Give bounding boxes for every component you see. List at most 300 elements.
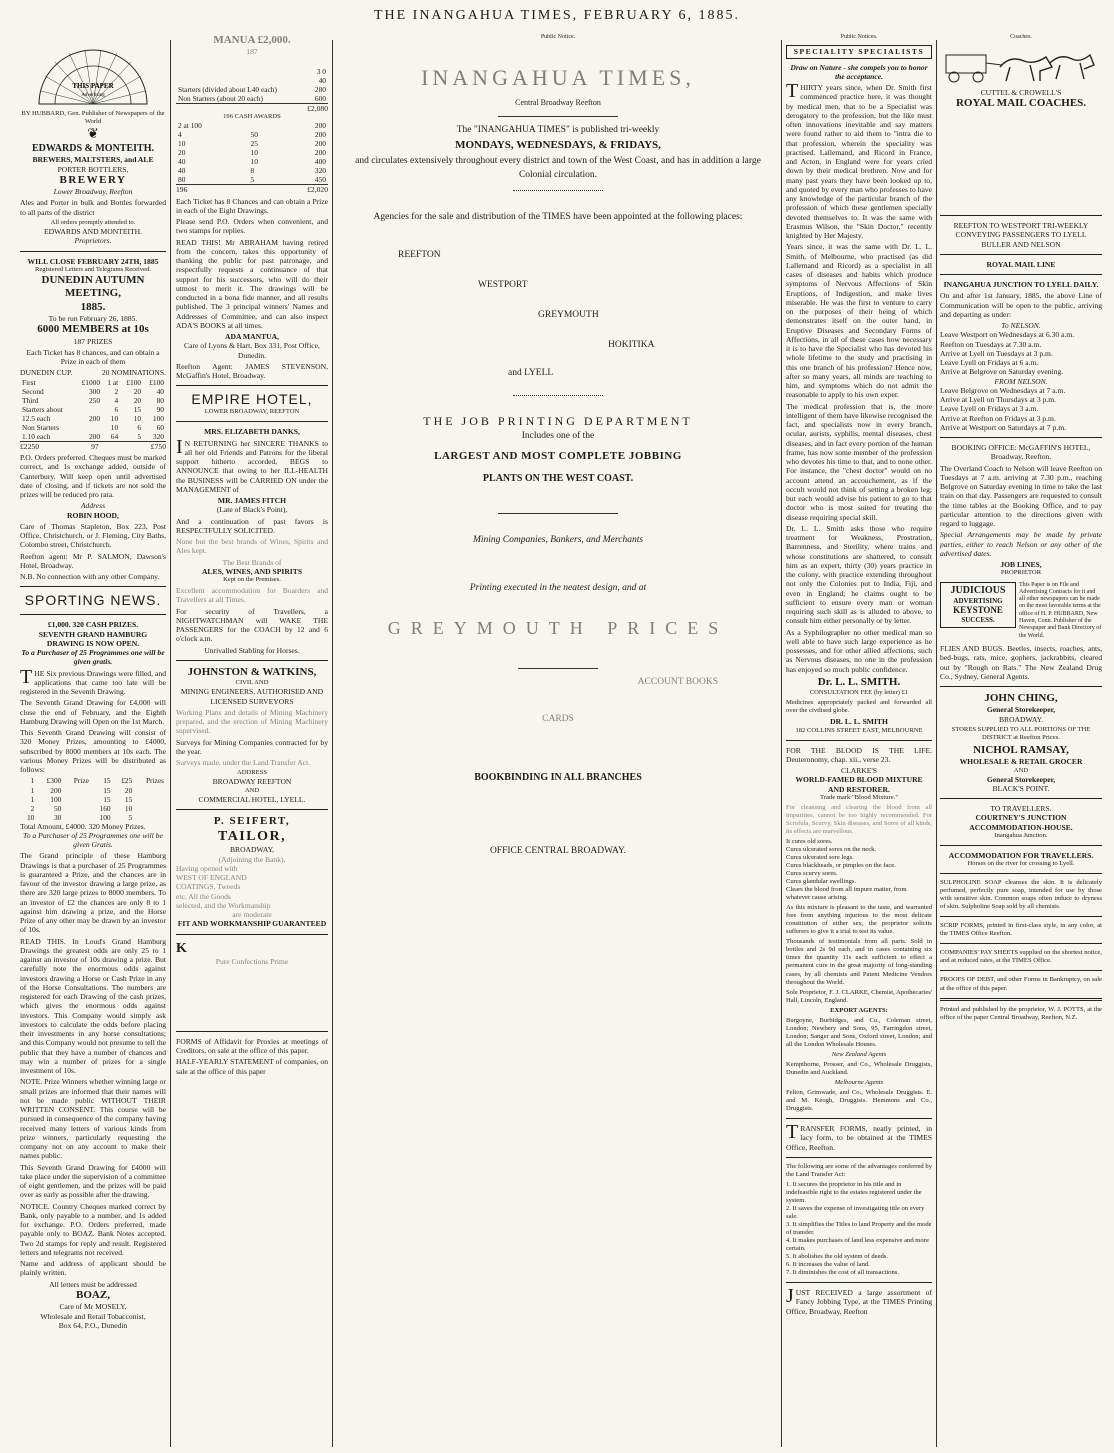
wholesale: WHOLESALE & RETAIL GROCER: [959, 757, 1083, 767]
list-item: 5. It abolishes the old system of deeds.: [786, 1253, 889, 1261]
table-cell: 200: [314, 130, 326, 140]
table-cell: [278, 139, 288, 148]
table-cell: 1: [30, 794, 35, 804]
table-cell: 80: [178, 175, 186, 185]
hamburg-p7: NOTE. Prize Winners whether winning large or small prizes are informed that their names will not be made public WITHOUT THEIR WRITTEN CONSENT. This course will be pursued in consequence of the company having received many letters of various kinds from prize winners, particularly requesting the company not on any account to make their names public.: [20, 1077, 166, 1161]
keystone: KEYSTONE: [953, 605, 1003, 616]
broadway2: BROADWAY,: [229, 845, 275, 855]
includes: Includes one of the: [521, 431, 595, 442]
table-cell: [134, 804, 166, 813]
list-item: Arrive at Lyell on Thursdays at 3 p.m.: [940, 395, 1057, 405]
k-title: K: [176, 940, 188, 956]
spec-sub: Draw on Nature - she compels you to honor the acceptance.: [790, 62, 928, 81]
hamburg-p10: Name and address of applicant should be plainly written.: [20, 1259, 166, 1278]
table-cell: 40: [178, 166, 186, 176]
stores: STORES SUPPLIED TO ALL PORTIONS OF THE DISTRICT at Reefton Prices.: [951, 725, 1091, 741]
table-cell: 64: [110, 431, 119, 441]
table-cell: 30: [53, 812, 62, 822]
table-cell: [278, 166, 288, 175]
table-cell: 100: [152, 413, 164, 423]
table-cell: 200: [314, 121, 326, 131]
table-cell: 10: [124, 803, 133, 813]
table-cell: 160: [99, 803, 111, 813]
coach: For security of Travellers, a NIGHTWATCHMAN will WAKE THE PASSENGERS for the COACH by 12 and 6 o'clock a.m.: [176, 606, 328, 644]
table-row: [20, 423, 166, 432]
empire-hotel-title: EMPIRE HOTEL,: [191, 391, 313, 408]
table-cell: 100: [50, 794, 62, 804]
column-heading: Public Notice.: [540, 34, 576, 40]
table-cell: £1000: [81, 377, 101, 387]
table-row: [20, 795, 166, 804]
column-1: [20, 34, 166, 1447]
printing: Printing executed in the neatest design, and at: [469, 582, 647, 593]
tailor-p: Having opened with: [176, 863, 238, 873]
close-title: WILL CLOSE FEBRUARY 24TH, 1885: [27, 256, 159, 266]
table-cell: Prize: [73, 776, 89, 786]
dunedin-year: 1885.: [80, 300, 106, 313]
reefton-to: REEFTON TO WESTPORT TRI-WEEKLY CONVEYING PASSENGERS TO LYELL BULLER AND NELSON: [953, 221, 1089, 249]
hamburg-p3: This Seventh Grand Drawing will consist of 320 Money Prizes, amounting to £4000, subscribed by 8000 members at 10s each. The various Money Prizes will be distributed as follows:: [20, 728, 166, 775]
edwards-address: Lower Broadway, Reefton: [53, 187, 133, 197]
table-row: [176, 148, 328, 157]
keystone-badge: [940, 582, 1016, 628]
table-cell: [176, 76, 300, 85]
prize-total: £2250: [20, 441, 39, 451]
list-item: Clears the blood from all impure matter, from whatever cause arising.: [786, 886, 907, 902]
gen-store: General Storekeeper,: [986, 705, 1056, 715]
spec-p4: Dr. L. L. Smith asks those who require treatment for Weakness, Prostration, Barrenness, and Sterility, where trains and whose constitutions are shattered, to consult him as an expert, thirty (30) years practice in the colony, with practice extending throughout not only the Colonies put to India, Fiji, and even in England; he claims ought to be sufficient to ensure every man or woman requiring such skill as is alluded to above, to consult him either personally or by letter.: [786, 523, 932, 626]
mining-companies: Mining Companies, Bankers, and Merchants: [472, 535, 644, 546]
table-cell: 2: [30, 803, 35, 813]
place: GREYMOUTH: [538, 309, 599, 320]
plants: PLANTS ON THE WEST COAST.: [482, 473, 634, 485]
and: AND: [1013, 766, 1029, 774]
po-orders: P.O. Orders preferred. Cheques must be marked correct, and 1s exchange added, outside of Canterbury. Will keep open until advertised date of closing, and if tickets are not sold the prizes will be reduced pro rata.: [20, 453, 166, 500]
danks-p: IN RETURNING her SINCERE THANKS to all her old Friends and Patrons for the liberal support hitherto accorded, BEGS to ANNOUNCE that owing to her ILL-HEALTH the BUSINESS will be CARRIED ON under the MANAGEMENT of: [176, 435, 328, 494]
column-3: [338, 34, 778, 1447]
table-cell: [249, 121, 279, 130]
table-cell: 10: [250, 157, 258, 167]
colonial: Colonial circulation.: [518, 170, 598, 181]
export-p: Burgoyne, Burbidges, and Co., Coleman street, London; Newbery and Sons, 95, Farringdon street, London; Sanger and Sons, Oxford street, London; and all the London Wholesale Houses.: [786, 1016, 932, 1048]
chances: Each Ticket has 8 Chances and can obtain a Prize in each of the Eight Drawings.: [176, 196, 328, 215]
table-cell: 1: [30, 776, 35, 786]
cash-title: 196 CASH AWARDS: [223, 113, 281, 121]
table-row: [20, 387, 166, 396]
from-nelson: FROM NELSON.: [994, 376, 1048, 386]
top-total: £2,080: [176, 103, 328, 113]
list-item: Cures blackheads, or pimples on the face.: [786, 862, 896, 870]
robin-address: Care of Thomas Stapleton, Box 223, Post Office, Christchurch, or J. Fleming, City Baths, Colombo street, Christchurch.: [20, 521, 166, 550]
place: REEFTON: [398, 249, 441, 260]
ada-mantua-title: MANUA £2,000.: [213, 34, 291, 46]
to-nelson: To NELSON.: [1001, 321, 1041, 331]
table-cell: Non Starters (about 20 each): [178, 93, 263, 103]
prize-note: Each Ticket has 8 chances, and can obtain a Prize in each of them: [26, 347, 160, 367]
table-cell: [63, 804, 91, 813]
edwards-sign: EDWARDS AND MONTEITH.: [43, 227, 143, 237]
lyell: Horses on the river for crossing to Lyell.: [967, 860, 1075, 868]
table-cell: 6: [137, 422, 142, 432]
blood-p1: For cleansing and clearing the blood from all impurities, cannot be too highly recommended. For Scrofula, Scurvy, Skin diseases, and Sores of all kinds, its effects are marvellous.: [786, 803, 932, 835]
list-item: Reefton on Tuesdays at 7.30 a.m.: [940, 339, 1042, 349]
hamburg-addr: All letters must be addressed: [49, 1279, 137, 1289]
list-item: Leave Lyell on Fridays at 6 a.m.: [940, 358, 1039, 368]
prize-table: [20, 378, 166, 441]
boaz-addr: Box 64, P.O., Dunedin: [58, 1320, 128, 1330]
hamburg-purchaser: To a Purchaser of 25 Programmes one will be given gratis.: [21, 648, 165, 667]
nz-p: Kempthorne, Prosser, and Co., Wholesale Druggists, Dunedin and Auckland.: [786, 1060, 932, 1076]
booking: BOOKING OFFICE: McGAFFIN'S HOTEL,: [951, 443, 1091, 453]
table-cell: 15: [133, 404, 142, 414]
adjoining: (Adjoining the Bank),: [218, 854, 286, 864]
table-cell: [176, 67, 300, 76]
top-table: [176, 67, 328, 103]
read-this: READ THIS! Mr ABRAHAM having retired from the concern, takes this opportunity of thanking the public for past patronage, and respectfully requests a continuance of that support for his successors, who will do their utmost to merit it. The drawings will be conducted in a bona fide manner, and all results published. The 3 principal winners' Names and Addresses of Committee, and can also inspect ADA'S BOOKS at all times.: [176, 237, 328, 330]
table-cell: 200: [88, 413, 101, 423]
clarke: CLARKE'S: [841, 766, 877, 776]
schedule-to-nelson: [940, 330, 1102, 376]
prize-total: 97: [91, 441, 99, 451]
table-cell: 320: [314, 166, 326, 176]
spec-title: SPECIALITY SPECIALISTS: [786, 45, 932, 58]
blacks-point: BLACK'S POINT.: [992, 783, 1050, 793]
sulpholine: SULPHOLINE SOAP cleanses the skin. It is delicately perfumed, perfectly pure soap, intended for use by those with sensitive skin. Common soaps often induce to dryness of skin. Sulpholine Soap sold by all chemists.: [940, 879, 1102, 911]
table-cell: 5: [137, 431, 142, 441]
edwards-brewery: BREWERY: [59, 173, 127, 186]
royal-arms-icon: ❦: [87, 127, 99, 143]
table-cell: [134, 786, 166, 795]
table-cell: £300: [46, 776, 62, 786]
on-and-after: On and after 1st January, 1885, the above Line of Communication will be open to the public, arriving and departing as under:: [940, 291, 1102, 319]
spec-p3: The medical profession that is, the more intelligent of them have likewise recognised the fact, and specialists now in every branch, ocular, aurists, syphilis, mental diseases, chest diseases, and in fact every portion of the human frame, has now some member of the profession who devotes his time to that, and to none other. For instance, the "chest doctor" would on no account attend an accouchement, as if the occult would not think of setting a broken leg; but each would advise his patient to go to that doctor who is most suited for treating the disease requiring special skill.: [786, 401, 932, 522]
table-cell: 40: [156, 386, 164, 396]
table-cell: 5: [250, 175, 255, 185]
edwards-body: Ales and Porter in bulk and Bottles forwarded to all parts of the district: [20, 198, 166, 217]
booking-addr: Broadway, Reefton.: [990, 452, 1052, 462]
table-cell: 100: [99, 812, 111, 822]
boaz: BOAZ,: [76, 1288, 110, 1301]
list-item: Cures ulcerated sores on the neck.: [786, 846, 877, 854]
seifert: P. SEIFERT,: [213, 814, 291, 827]
broadway: BROADWAY REEFTON: [212, 777, 292, 787]
to-travellers: TO TRAVELLERS.: [990, 804, 1052, 814]
edwards-line: BREWERS, MALTSTERS, and ALE: [32, 155, 154, 165]
schedule-from-nelson: [940, 386, 1102, 432]
table-cell: 15: [124, 794, 133, 804]
coach-co: CUTTEL & CROWELL'S: [980, 87, 1062, 97]
hamburg-p5: The Grand principle of these Hamburg Drawings is that a purchaser of 25 Programmes is guaranteed a Prize, and the chances are in favour of the investor drawing a large prize, as there are 320 large prizes to 8000 members. To an investor of £2 the chances are only 8 to 1 against him drawing a prize, and the Horse Prize of any other may be drawn by an investor of 10s.: [20, 851, 166, 935]
table-cell: 20: [178, 148, 186, 158]
hamburg-p4: To a Purchaser of 25 Programmes one will be given Gratis.: [23, 830, 163, 850]
table-cell: Third: [22, 395, 39, 405]
table-row: [176, 121, 328, 130]
table-cell: 3 0: [316, 66, 326, 76]
fan-note: Advertising: [81, 93, 105, 98]
hamburg-p8: This Seventh Grand Drawing for £4000 will take place under the supervision of a committee of eight gentlemen, and the prizes will be paid over as early as possible after the drawing.: [20, 1162, 166, 1200]
table-cell: [75, 405, 102, 414]
list-item: Leave Belgrove on Wednesdays at 7 a.m.: [940, 385, 1066, 395]
table-cell: 10: [110, 422, 119, 432]
table-row: [20, 405, 166, 414]
nichol-ramsay: NICHOL RAMSAY,: [973, 743, 1069, 756]
table-cell: 280: [314, 84, 326, 94]
companies: COMPANIES' PAY SHEETS supplied on the shortest notice, and at reduced rates, at the TIMES Office.: [940, 949, 1102, 965]
cash-total: 196: [176, 185, 188, 195]
column-4: [786, 34, 932, 1447]
smith2: DR. L. L. SMITH: [830, 717, 888, 727]
list-item: Cures scurvy sores.: [786, 870, 838, 878]
list-item: Arrive at Westport on Saturdays at 7 p.m.: [940, 422, 1066, 432]
table-cell: First: [22, 377, 36, 387]
list-item: 2. It saves the expense of investigating title on every sale.: [786, 1204, 925, 1220]
just-received: JUST RECEIVED a large assortment of Fancy Jobbing Type, at the TIMES Printing Office, Broadway, Reefton: [786, 1285, 932, 1316]
smith: Dr. L. L. SMITH.: [817, 675, 901, 688]
table-cell: Starters about: [22, 404, 63, 414]
success: SUCCESS.: [961, 616, 995, 625]
inangahua-lyell: INANGAHUA JUNCTION TO LYELL DAILY.: [943, 280, 1099, 290]
table-cell: 250: [88, 395, 101, 405]
hamburg-title: SEVENTH GRAND HAMBURG DRAWING IS NOW OPEN.: [38, 629, 148, 648]
fan-title: THIS PAPER: [72, 82, 114, 90]
days: MONDAYS, WEDNESDAYS, & FRIDAYS,: [455, 139, 661, 152]
table-cell: 12.5 each: [22, 413, 51, 423]
fitch-p: And a continuation of past favors is RESPECTFULLY SOLICITED.: [176, 516, 328, 535]
table-cell: 90: [156, 404, 164, 414]
coach-horses-image: [940, 45, 1100, 85]
hamburg-p6: READ THIS. In Loud's Grand Hamburg Drawings the greatest odds are only 25 to 1 against an investor of 10s drawing a prize. But carefully note the enormous odds against investors drawing a Horse or Cash Prize in any of the Horse Consultations. The numbers are registered for each Drawing of the cash prizes, which gives the enormous odds against investors. This Company would simply ask investors to calculate the odds before placing their investments in any horse consultations; and this Company would not presume to tell the public that they have a number of chances and may win a number of prizes for a single investment of 10s.: [20, 936, 166, 1076]
ales: ALES, WINES, AND SPIRITS: [201, 566, 303, 576]
hamburg-table: [20, 776, 166, 821]
scrip-forms: SCRIP FORMS, printed in first-class style, in any color, at the TIMES Office Reefton.: [940, 922, 1102, 938]
list-item: Leave Westport on Wednesdays at 6.30 a.m.: [940, 330, 1075, 340]
travellers: Excellent accommodation for Boarders and Travellers at all Times.: [176, 586, 328, 605]
cash-total: £2,020: [307, 185, 328, 195]
table-cell: 25: [250, 139, 258, 149]
fit: FIT AND WORKMANSHIP GUARANTEED: [177, 919, 327, 929]
place: WESTPORT: [478, 279, 528, 290]
edwards-title: EDWARDS & MONTEITH.: [32, 143, 154, 155]
table-row: [176, 139, 328, 148]
following: The following are some of the advantages conferred by the Land Transfer Act:: [786, 1162, 932, 1178]
table-cell: 40: [318, 75, 326, 85]
masthead: THE INANGAHUA TIMES, FEBRUARY 6, 1885.: [373, 8, 741, 23]
table-cell: 20: [124, 785, 133, 795]
proprietor: PROPRIETOR: [1000, 569, 1042, 577]
tailor-p: COATINGS, Tweeds: [176, 882, 241, 892]
table-cell: 400: [314, 157, 326, 167]
surveys: Surveys for Mining Companies contracted for by the year.: [176, 737, 328, 756]
ada-agent: Reefton Agent: JAMES STEVENSON, McGaffin's Hotel, Broadway.: [176, 361, 328, 381]
fitch: MR. JAMES FITCH: [217, 496, 287, 506]
fee2: Medicines appropriately packed and forwarded all over the civilised globe.: [786, 699, 932, 715]
overland: The Overland Coach to Nelson will leave Reefton on Tuesdays at 7 a.m. arriving at 7.30 p.m., reaching Belgrove on Saturday evening in time to take the last train on that day. Passengers are requested to consult the time tables at the Booking Office, and to pay particular attention to the directions given with regard to luggage.: [940, 463, 1102, 529]
danks: MRS. ELIZABETH DANKS,: [204, 427, 300, 437]
judicious: JUDICIOUS: [950, 584, 1006, 596]
johnston-watkins: JOHNSTON & WATKINS,: [187, 665, 317, 678]
robin-nb: N.B. No connection with any other Company.: [20, 572, 160, 582]
jobbing-title: THE JOB PRINTING DEPARTMENT: [423, 413, 693, 428]
gen-store2: General Storekeeper,: [986, 774, 1056, 784]
table-row: [20, 813, 166, 822]
empire-address: LOWER BROADWAY, REEFTON: [204, 408, 300, 416]
none-but: None but the best brands of Wines, Spirits and Ales kept.: [176, 537, 328, 556]
hamburg-p9: NOTICE. Country Cheques marked correct by Bank, only payable to a number, and 1s added for exchange. P.O. Orders preferred, made payable only to BOAZ. Bank Notes accepted. Two 2d stamps for reply and result. Registered letters and telegrams not received.: [20, 1201, 166, 1257]
table-cell: 80: [156, 395, 164, 405]
agencies: Agencies for the sale and distribution of the TIMES have been appointed at the following places:: [373, 212, 743, 223]
forms-a: FORMS of Affidavit for Proxies at meetings of Creditors, on sale at the office of this paper.: [176, 1036, 328, 1056]
tailor-p: etc. All the Goods: [176, 891, 231, 901]
following-list: [786, 1181, 932, 1277]
office-footer: OFFICE CENTRAL BROADWAY.: [489, 845, 627, 856]
circulates: and circulates extensively throughout every district and town of the West Coast, and has in addition a large: [355, 155, 761, 166]
table-cell: 450: [314, 175, 326, 185]
table-cell: 20: [133, 395, 142, 405]
table-cell: £25: [121, 776, 133, 786]
table-cell: £100: [149, 377, 164, 387]
times-title: INANGAHUA TIMES,: [421, 65, 695, 91]
table-row: [176, 130, 328, 139]
nz-agents: New Zealand Agents: [831, 1050, 887, 1058]
broadway: BROADWAY.: [998, 714, 1044, 724]
tailor-p: WEST OF ENGLAND: [176, 873, 247, 883]
boaz-addr: Care of Mr MOSELY,: [59, 1302, 127, 1312]
mixture: WORLD-FAMED BLOOD MIXTURE: [795, 775, 923, 785]
robin-hood: ROBIN HOOD,: [67, 510, 119, 520]
table-row: [20, 776, 166, 785]
table-row: [20, 378, 166, 387]
k-sub: Pure Confections Prime: [215, 956, 289, 966]
table-cell: [63, 786, 91, 795]
table-cell: Prizes: [145, 776, 164, 786]
special: Special Arrangements may be made by private parties, either to reach Nelson or any other of the advertised dates.: [940, 530, 1102, 558]
table-cell: [75, 423, 102, 432]
mail-line: ROYAL MAIL LINE: [986, 259, 1056, 269]
table-cell: Second: [22, 386, 44, 396]
table-cell: [278, 157, 288, 166]
tailor-p: are moderate: [232, 910, 272, 920]
and: AND: [244, 786, 260, 794]
table-cell: 15: [103, 785, 111, 795]
ada-address: Care of Lyons & Hart, Box 331, Post Office, Dunedin.: [184, 341, 320, 360]
table-row: [20, 414, 166, 423]
table-cell: 8: [250, 166, 255, 176]
column-2: [176, 34, 328, 1447]
list-item: Leave Lyell on Fridays at 3 a.m.: [940, 404, 1039, 414]
table-cell: 10: [133, 413, 142, 423]
tailor-p: selected, and the Workmanship: [176, 900, 271, 910]
table-cell: 1 at: [107, 377, 119, 387]
cup-label: DUNEDIN CUP.: [20, 368, 73, 378]
table-cell: 6: [114, 404, 119, 414]
tailor: TAILOR,: [217, 829, 287, 845]
place: HOKITIKA: [608, 339, 655, 350]
address-label: Address: [80, 501, 106, 511]
john-ching: JOHN CHING,: [984, 692, 1058, 704]
trade-mark: Trade mark "Blood Mixture.": [819, 793, 899, 801]
table-cell: 2 at 100: [178, 121, 202, 131]
prize-total: £750: [150, 441, 166, 451]
forms-b: HALF-YEARLY STATEMENT of companies, on sale at the office of this paper: [176, 1057, 328, 1076]
dunedin-run: To be run February 26, 1885.: [48, 314, 138, 324]
transfer: TRANSFER FORMS, neatly printed, in lacy form, to be obtained at the TIMES Office, Reefton.: [786, 1121, 932, 1152]
table-row: [176, 157, 328, 166]
list-item: Arrive at Belgrove on Saturday evening.: [940, 367, 1064, 377]
table-cell: 200: [314, 139, 326, 149]
stabling: Unrivalled Stabling for Horses.: [204, 645, 300, 655]
list-item: 1. It secures the proprietor in his title and in indefeasible right to the estates registered under the system.: [786, 1180, 922, 1204]
account-books: ACCOUNT BOOKS: [637, 676, 718, 687]
table-cell: 600: [314, 93, 326, 103]
table-cell: 15: [103, 794, 111, 804]
published-line: The "INANGAHUA TIMES" is published tri-weekly: [456, 124, 660, 135]
blood-p3: Thousands of testimonials from all parts. Sold in bottles and 2s 9d each, and in cases containing six times the quantity 11s each sufficient to effect a permanent cure in the great majority of long-standing cases, by all chemists and Patent Medicine Vendors throughout the World.: [786, 938, 932, 986]
prizes: 187 PRIZES: [73, 336, 113, 346]
cards: CARDS: [542, 714, 574, 725]
spec-p5: As a Syphilographer no other medical man so well able to have such large experience as he possesses, and for other allied affections, such as Nervous diseases, no one in the profession has enjoyed so much public confidence.: [786, 627, 932, 674]
hamburg-p1: THE Six previous Drawings were filled, and applications that came too late will be registered in the Seventh Drawing.: [20, 665, 166, 697]
table-cell: 2: [114, 386, 119, 396]
close-sub: Registered Letters and Telegrams Received.: [34, 265, 152, 273]
surveys2: Surveys made, under the Land Transfer Act.: [176, 758, 311, 768]
ada-mantua-sub: 187: [246, 47, 258, 57]
cash-table: [176, 121, 328, 184]
table-cell: 200: [50, 785, 62, 795]
table-cell: 1: [30, 785, 35, 795]
table-cell: 300: [88, 386, 101, 396]
hubbard-ad: [940, 582, 1102, 641]
greymouth-prices: GREYMOUTH PRICES: [387, 617, 729, 638]
kept: Kept on the Premises.: [223, 576, 281, 584]
table-row: [20, 396, 166, 405]
table-cell: £100: [126, 377, 142, 387]
table-cell: [134, 813, 166, 822]
table-cell: 10: [250, 148, 258, 158]
list-item: 6. It increases the value of land.: [786, 1261, 870, 1269]
ada-mantua: ADA MANTUA,: [225, 332, 279, 342]
hubbard-text: This Paper is on File and Advertising Contracts for it and all other newspapers can be made on the most favorable terms at the office of H. P. HUBBARD, New Haven, Conn. Publisher of the Newspaper and Bank Directory of the World.: [1019, 581, 1102, 639]
table-cell: [63, 813, 91, 822]
fee: CONSULTATION FEE (by letter) £1: [809, 689, 909, 697]
table-cell: 50: [53, 803, 62, 813]
list-item: It cures old sores.: [786, 838, 833, 845]
address: ADDRESS: [236, 769, 268, 777]
edwards-orders: All orders promptly attended to.: [50, 218, 136, 226]
flies: FLIES AND BUGS. Beetles, insects, roaches, ants, bed-bugs, rats, mice, gophers, jackrabbits, cleared out by "Rough on Rats." The New Zealand Drug Co., Sydney, General Agents.: [940, 644, 1102, 681]
commercial-hotel: COMMERCIAL HOTEL, LYELL.: [198, 794, 306, 804]
proofs: PROOFS OF DEBT, and other Forms in Bankruptcy, on sale at the office of this paper.: [940, 976, 1102, 992]
edwards-line: PORTER BOTTLERS,: [57, 164, 129, 174]
table-cell: 5: [128, 812, 133, 822]
column-heading: Coaches.: [1010, 34, 1032, 40]
table-cell: 15: [103, 776, 111, 786]
column-heading: Public Notices.: [840, 34, 878, 40]
place: and LYELL: [508, 367, 554, 378]
bookbinding: BOOKBINDING IN ALL BRANCHES: [474, 771, 642, 783]
column-rule: [781, 40, 782, 1447]
list-item: Arrive at Lyell on Tuesdays at 3 p.m.: [940, 348, 1053, 358]
blood-sign: Sole Proprietor, F. J. CLARKE, Chemist, Apothecaries' Hall, Lincoln, England.: [786, 988, 932, 1004]
inangahua-junction: Inangahua Junction.: [994, 831, 1048, 839]
list-item: Cures ulcerated sore legs.: [786, 854, 854, 862]
column-rule: [332, 40, 333, 1447]
table-row: [176, 67, 328, 76]
table-cell: Non Starters: [22, 422, 60, 432]
table-row: [176, 76, 328, 85]
sporting-prize: £1,000. 320 CASH PRIZES.: [47, 620, 139, 630]
list-item: Cures glandular swellings.: [786, 878, 857, 886]
table-row: [176, 85, 328, 94]
